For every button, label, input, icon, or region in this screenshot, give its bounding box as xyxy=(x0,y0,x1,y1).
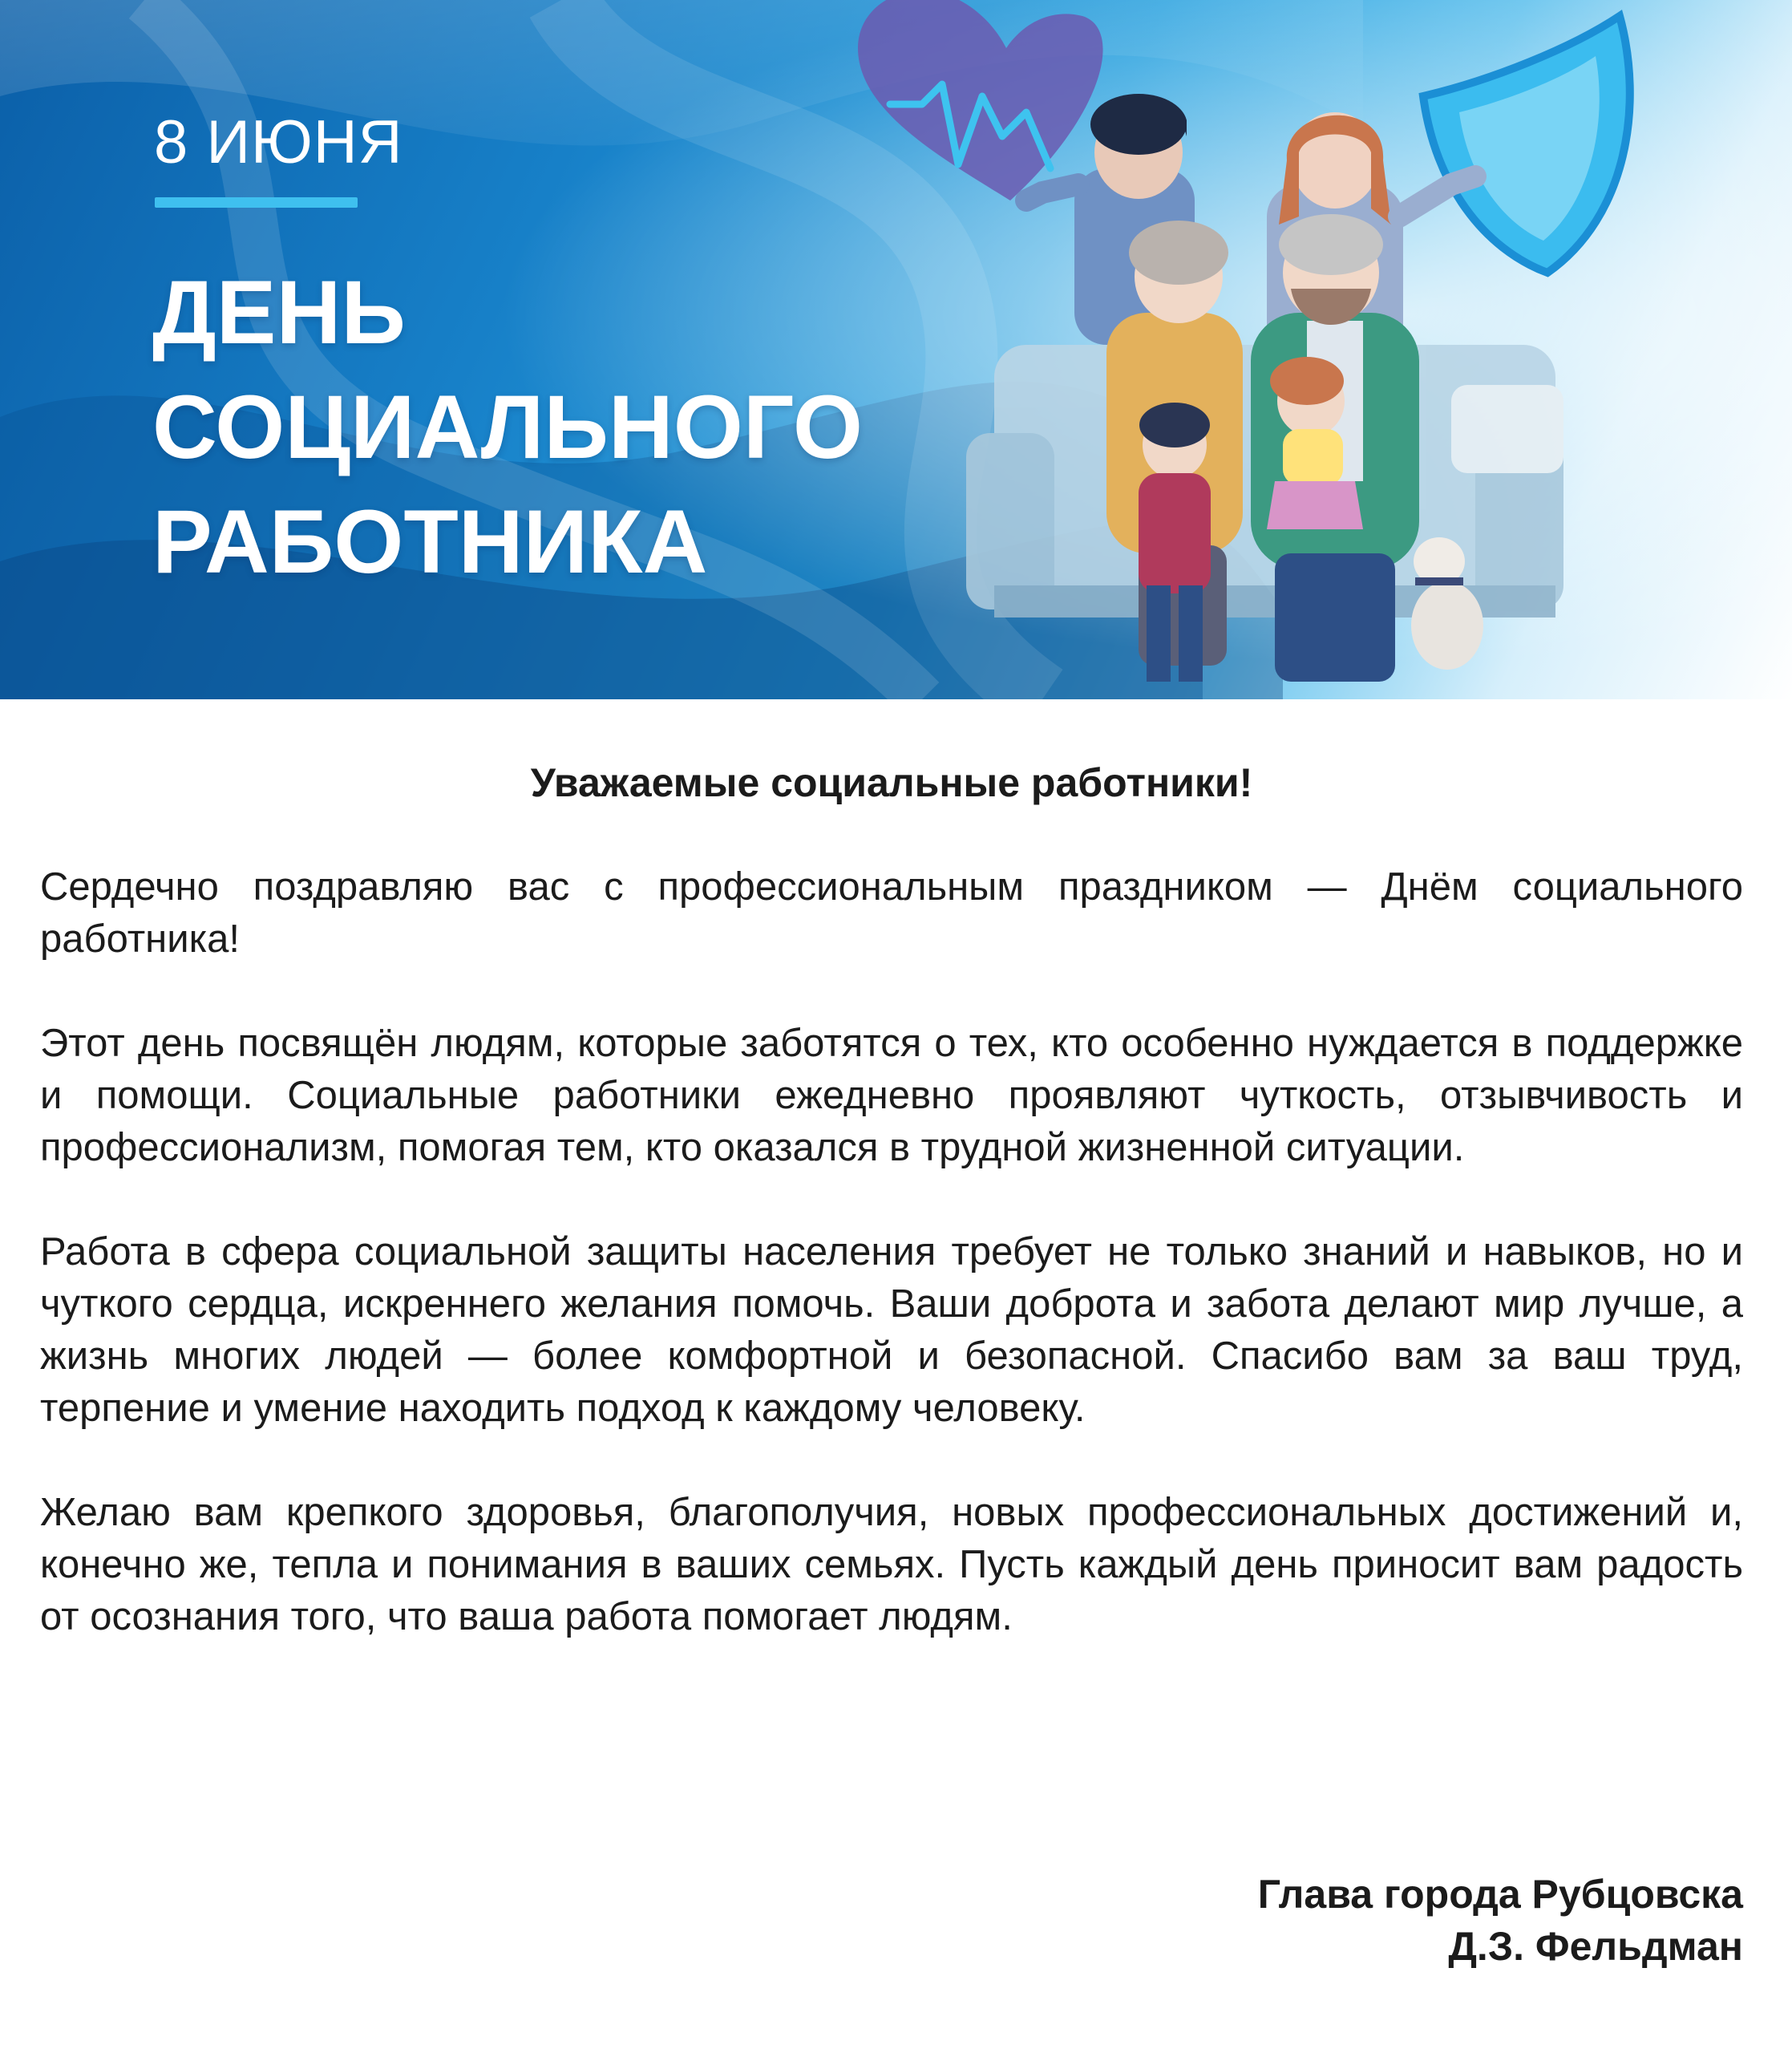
paragraph-1: Сердечно поздравляю вас с профессиональным праздником — Днём социального работника! xyxy=(40,865,1743,961)
paragraph-3: Работа в сфера социальной защиты населения требует не только знаний и навыков, но и чуткого сердца, искреннего желания помочь. Ваши доброта и забота делают мир лучше, а жизнь многих людей — более комфортной и безопасной. Спасибо вам за ваш труд, терпение и умение находить подход к каждому человеку. xyxy=(40,1230,1743,1430)
title-line-3: РАБОТНИКА xyxy=(152,492,708,592)
title-line-2: СОЦИАЛЬНОГО xyxy=(152,377,863,477)
banner xyxy=(0,0,1792,699)
title-line-1: ДЕНЬ xyxy=(152,262,406,362)
banner-title xyxy=(152,255,863,599)
event-date: 8 ИЮНЯ xyxy=(154,108,403,176)
signature xyxy=(1258,1869,1743,1973)
letter-body xyxy=(40,699,1743,1643)
paragraph-2: Этот день посвящён людям, которые заботятся о тех, кто особенно нуждается в поддержке и помощи. Социальные работники ежедневно проявляют чуткость, отзывчивость и профессионализм, помогая тем, кто оказался в трудной жизненной ситуации. xyxy=(40,1022,1743,1169)
date-underline xyxy=(155,197,358,208)
heart-pulse-icon xyxy=(858,0,1103,200)
signature-name: Д.З. Фельдман xyxy=(1448,1924,1743,1969)
paragraph-4: Желаю вам крепкого здоровья, благополучия, новых профессиональных достижений и, конечно же, тепла и понимания в ваших семьях. Пусть каждый день приносит вам радость от осознания того, что ваша работа помогает людям. xyxy=(40,1491,1743,1638)
signature-position: Глава города Рубцовска xyxy=(1257,1872,1743,1917)
shield-icon xyxy=(1423,16,1630,273)
greeting-heading: Уважаемые социальные работники! xyxy=(530,760,1253,805)
